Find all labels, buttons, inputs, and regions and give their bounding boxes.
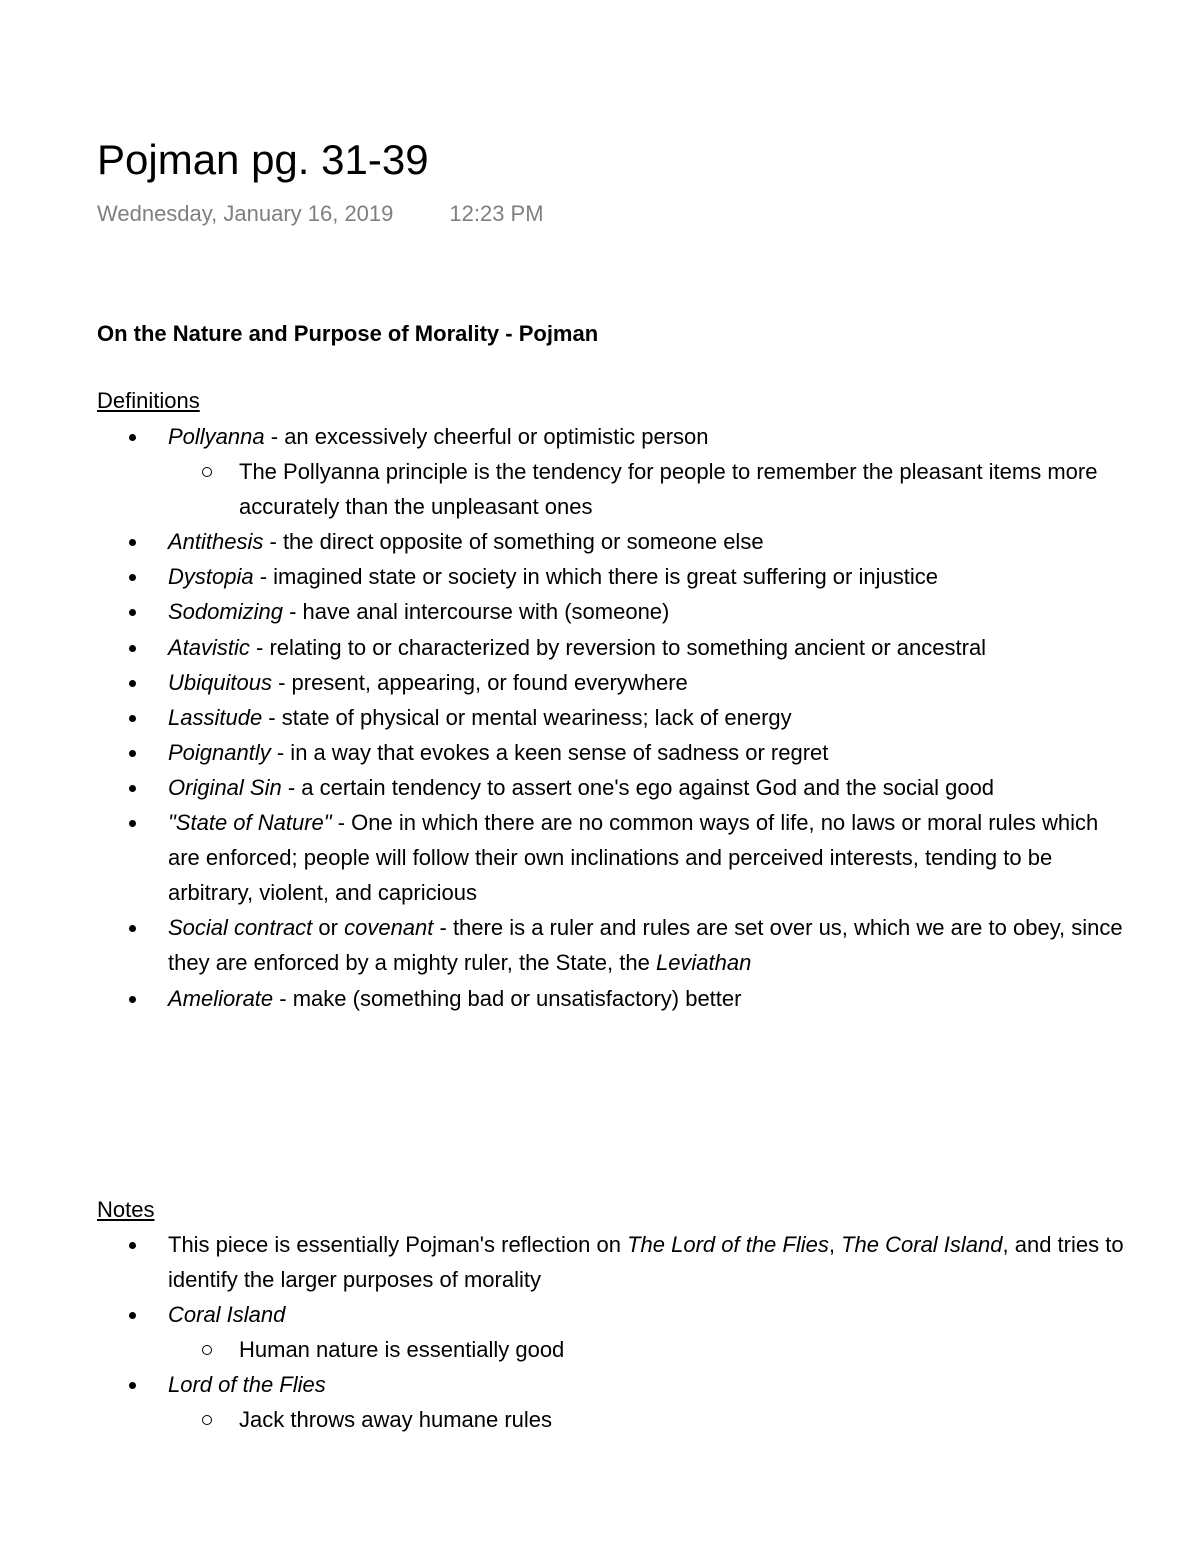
definition-item <box>168 770 1128 805</box>
note-subitem <box>239 1402 1128 1437</box>
definition-connector: or <box>312 915 345 941</box>
definition-item <box>168 805 1128 910</box>
definition-term: Atavistic <box>168 634 250 660</box>
note-text: Jack throws away humane rules <box>239 1407 553 1433</box>
definition-item <box>168 524 1128 559</box>
definition-text: - have anal intercourse with (someone) <box>282 599 670 625</box>
definition-item <box>168 981 1128 1016</box>
page-title: Pojman pg. 31-39 <box>97 136 429 183</box>
definition-item <box>168 700 1128 735</box>
note-item <box>168 1367 1128 1402</box>
definition-term: Antithesis <box>168 529 264 555</box>
note-text: Human nature is essentially good <box>239 1337 565 1363</box>
definition-item <box>168 735 1128 770</box>
page-timestamp <box>97 199 544 229</box>
definition-text: - One in which there are no common ways of life, no laws or moral rules which are enforced; people will follow their own inclinations and perceived interests, tending to be arbitrary, violent, and capricious <box>168 810 1099 906</box>
note-book-title: Lord of the Flies <box>168 1372 326 1398</box>
note-text: This piece is essentially Pojman's reflection on <box>168 1232 628 1257</box>
definition-term: Lassitude <box>168 704 263 730</box>
definitions-heading: Definitions <box>97 388 200 413</box>
definition-item <box>168 910 1128 980</box>
definition-text: - present, appearing, or found everywhere <box>271 669 688 695</box>
notes-heading: Notes <box>97 1197 155 1222</box>
definition-term-alt: covenant <box>344 915 434 941</box>
definition-term: Ubiquitous <box>168 669 272 695</box>
page-date: Wednesday, January 16, 2019 <box>97 201 394 226</box>
definition-item <box>168 419 1128 454</box>
definition-text: - make (something bad or unsatisfactory) better <box>273 985 742 1011</box>
definition-item <box>168 559 1128 594</box>
note-book-title: Coral Island <box>168 1302 286 1328</box>
note-book-title: The Lord of the Flies <box>627 1232 829 1257</box>
definition-text: - a certain tendency to assert one's ego against God and the social good <box>281 774 995 800</box>
page-time: 12:23 PM <box>449 201 544 226</box>
definition-term: Dystopia <box>168 564 254 590</box>
notes-list <box>168 1227 1128 1438</box>
note-book-title: The Coral Island <box>841 1232 1003 1257</box>
definition-text: - an excessively cheerful or optimistic person <box>264 424 709 449</box>
definition-term: Pollyanna <box>168 424 265 449</box>
definition-term: Poignantly <box>168 739 271 765</box>
note-text: , <box>828 1232 842 1257</box>
definition-item <box>168 630 1128 665</box>
note-item <box>168 1297 1128 1332</box>
subitem-text: The Pollyanna principle is the tendency for people to remember the pleasant items more accurately than the unpleasant ones <box>239 459 1098 520</box>
definition-term: Sodomizing <box>168 599 283 625</box>
definition-subitem <box>239 454 1128 524</box>
note-item <box>168 1227 1128 1297</box>
definition-text: - imagined state or society in which there is great suffering or injustice <box>253 564 938 590</box>
definition-text: - in a way that evokes a keen sense of sadness or regret <box>270 739 829 765</box>
section-heading: On the Nature and Purpose of Morality - Pojman <box>97 321 599 346</box>
definition-term: Ameliorate <box>168 985 274 1011</box>
definition-text: - relating to or characterized by reversion to something ancient or ancestral <box>249 634 987 660</box>
definitions-list <box>168 419 1128 1016</box>
definition-text: - there is a ruler and rules are set over us, which we are to obey, since they are enforced by a mighty ruler, the State, the <box>168 915 1123 976</box>
definition-term: Original Sin <box>168 774 282 800</box>
definition-item <box>168 665 1128 700</box>
definition-term: "State of Nature" <box>168 810 332 836</box>
definition-text: - the direct opposite of something or someone else <box>263 529 764 555</box>
note-subitem <box>239 1332 1128 1367</box>
definition-term-tail: Leviathan <box>655 950 752 976</box>
note-text: , and tries to identify the larger purposes of morality <box>168 1232 1124 1293</box>
definition-item <box>168 594 1128 629</box>
definition-term: Social contract <box>168 915 313 941</box>
definition-text: - state of physical or mental weariness; lack of energy <box>262 704 792 730</box>
